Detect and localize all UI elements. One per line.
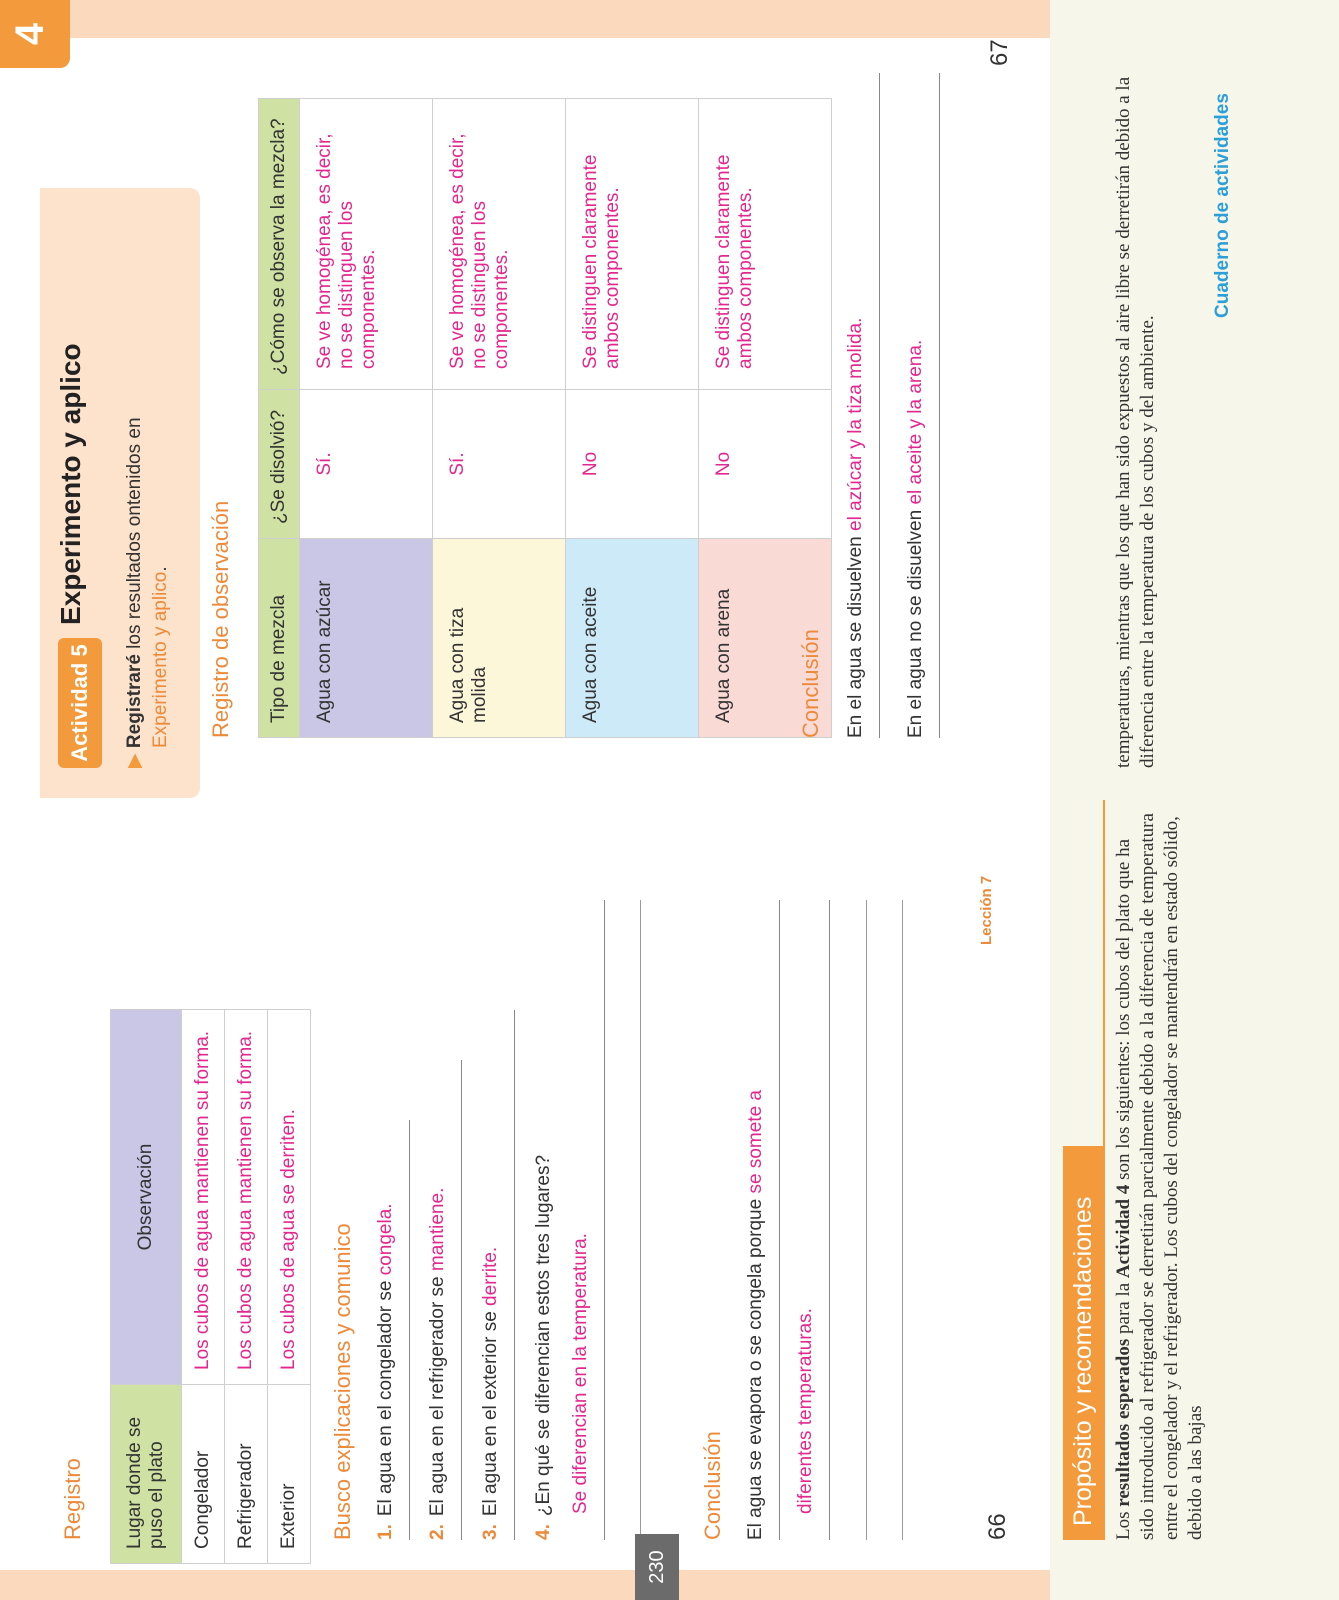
table-row: [300, 99, 433, 738]
table-cell: Refrigerador: [225, 1385, 268, 1564]
table-row: [566, 99, 699, 738]
table-cell: Agua con arena: [699, 539, 832, 738]
table-header: Tipo de mezcla: [259, 539, 300, 738]
question-2: [427, 1060, 462, 1540]
question-number: 2.: [427, 1524, 448, 1540]
proposito-rule: [1103, 800, 1105, 1540]
answer-line: [640, 900, 641, 1540]
text-run: Los: [1113, 1511, 1134, 1540]
question-number: 1.: [375, 1524, 396, 1540]
question-answer: derrite.: [480, 1246, 501, 1306]
leccion-label: Lección 7: [978, 875, 995, 945]
conclusion-answer: diferentes temperaturas.: [795, 1308, 816, 1514]
table-cell: Agua con tiza molida: [433, 539, 566, 738]
question-text: El agua en el congelador se: [375, 1280, 396, 1517]
answer-line: [866, 900, 867, 1540]
question-text: ¿En qué se diferencian estos tres lugares?: [533, 1154, 554, 1517]
page-number-left: 66: [984, 1513, 1011, 1540]
text-run: son los siguientes: los cubos del plato que ha sido introducido al refrigerador se derretirán parcialmente debido a la diferencia de temperatura entre el congelador y el refrigerador. Los cubos del congelador se mantendrán en estado sólido, debido a las bajas: [1113, 813, 1206, 1540]
answer-line: [902, 900, 903, 1540]
activity-badge: Actividad 5: [58, 638, 102, 768]
table-header: Lugar donde se puso el plato: [111, 1385, 182, 1564]
question-number: 3.: [480, 1524, 501, 1540]
question-answer: congela.: [375, 1203, 396, 1276]
question-text: El agua en el exterior se: [480, 1311, 501, 1517]
conclusion-heading-right: Conclusión: [798, 629, 823, 738]
left-margin-band: [0, 1570, 1050, 1600]
busco-heading: Busco explicaciones y comunico: [330, 1223, 355, 1540]
text-bold: Actividad 4: [1113, 1184, 1134, 1279]
table-cell: Los cubos de agua mantienen su forma.: [182, 1010, 225, 1385]
question-answer: Se diferencian en la temperatura.: [570, 1233, 591, 1514]
page-number-right: 67: [986, 39, 1013, 66]
right-margin-band: [0, 0, 1050, 38]
question-3: [480, 1010, 515, 1540]
instruction-text: los resultados ontenidos en: [124, 417, 145, 649]
instruction-end: .: [150, 566, 171, 572]
conclusion-heading: Conclusión: [700, 1431, 725, 1540]
proposito-text-right: temperaturas, mientras que los que han sido expuestos al aire libre se derretirán debido a la diferencia entre la temperatura de los cubos y del ambiente.: [1113, 76, 1158, 768]
conclusion-text: En el agua se disuelven: [845, 536, 866, 738]
table-cell: Se ve homogénea, es decir, no se distinguen los componentes.: [433, 99, 566, 390]
conclusion-line-2-right: [905, 73, 940, 738]
conclusion-text: El agua se evapora o se congela porque: [745, 1198, 766, 1540]
table-cell: Congelador: [182, 1385, 225, 1564]
conclusion-text: En el agua no se disuelven: [905, 509, 926, 738]
question-answer: mantiene.: [427, 1187, 448, 1272]
table-cell: Sí.: [300, 390, 433, 539]
conclusion-answer: se somete a: [745, 1090, 766, 1194]
question-1: [375, 1120, 410, 1540]
table-row: [225, 1010, 268, 1564]
question-4-answer-line: [570, 900, 605, 1540]
table-cell: No: [566, 390, 699, 539]
instruction-bold: Registraré: [124, 654, 145, 749]
table-row: [433, 99, 566, 738]
cuaderno-link[interactable]: Cuaderno de actividades: [1212, 93, 1233, 318]
table-header: Observación: [111, 1010, 182, 1385]
conclusion-line-1: [745, 900, 780, 1540]
activity-title: Experimento y aplico: [55, 343, 86, 625]
conclusion-answer: el aceite y la arena.: [905, 339, 926, 505]
registro-observacion-heading: Registro de observación: [208, 500, 233, 738]
table-cell: Se ve homogénea, es decir, no se distinguen los componentes.: [300, 99, 433, 390]
registro-heading: Registro: [60, 1458, 85, 1540]
table-header: ¿Cómo se observa la mezcla?: [259, 99, 300, 390]
proposito-title: Propósito y recomendaciones: [1063, 1146, 1103, 1540]
observation-table: [258, 98, 832, 738]
table-row: [182, 1010, 225, 1564]
question-number: 4.: [533, 1524, 554, 1540]
bullet-icon: ▶: [124, 753, 145, 768]
question-4: [533, 1155, 555, 1540]
text-run: para la: [1113, 1282, 1134, 1334]
conclusion-line-1-right: [845, 73, 880, 738]
table-cell: Agua con azúcar: [300, 539, 433, 738]
table-cell: Los cubos de agua se derriten.: [268, 1010, 311, 1385]
activity-instruction: [122, 228, 174, 768]
conclusion-answer: el azúcar y la tiza molida.: [845, 317, 866, 531]
text-bold: resultados esperados: [1113, 1338, 1134, 1507]
table-row: [268, 1010, 311, 1564]
table-cell: Sí.: [433, 390, 566, 539]
chapter-number: 4: [8, 22, 52, 46]
instruction-link: Experimento y aplico: [150, 571, 171, 748]
table-cell: Se distinguen claramente ambos componentes.: [699, 99, 832, 390]
table-cell: Se distinguen claramente ambos componentes.: [566, 99, 699, 390]
table-cell: Los cubos de agua mantienen su forma.: [225, 1010, 268, 1385]
table-header: ¿Se disolvió?: [259, 390, 300, 539]
conclusion-line-2: [795, 900, 830, 1540]
table-cell: Agua con aceite: [566, 539, 699, 738]
proposito-text-left: [1112, 810, 1208, 1540]
registro-table: [110, 1009, 311, 1564]
question-text: El agua en el refrigerador se: [427, 1276, 448, 1517]
table-cell: Exterior: [268, 1385, 311, 1564]
table-cell: No: [699, 390, 832, 539]
chapter-tab: [0, 0, 70, 68]
page-badge: 230: [635, 1534, 679, 1600]
